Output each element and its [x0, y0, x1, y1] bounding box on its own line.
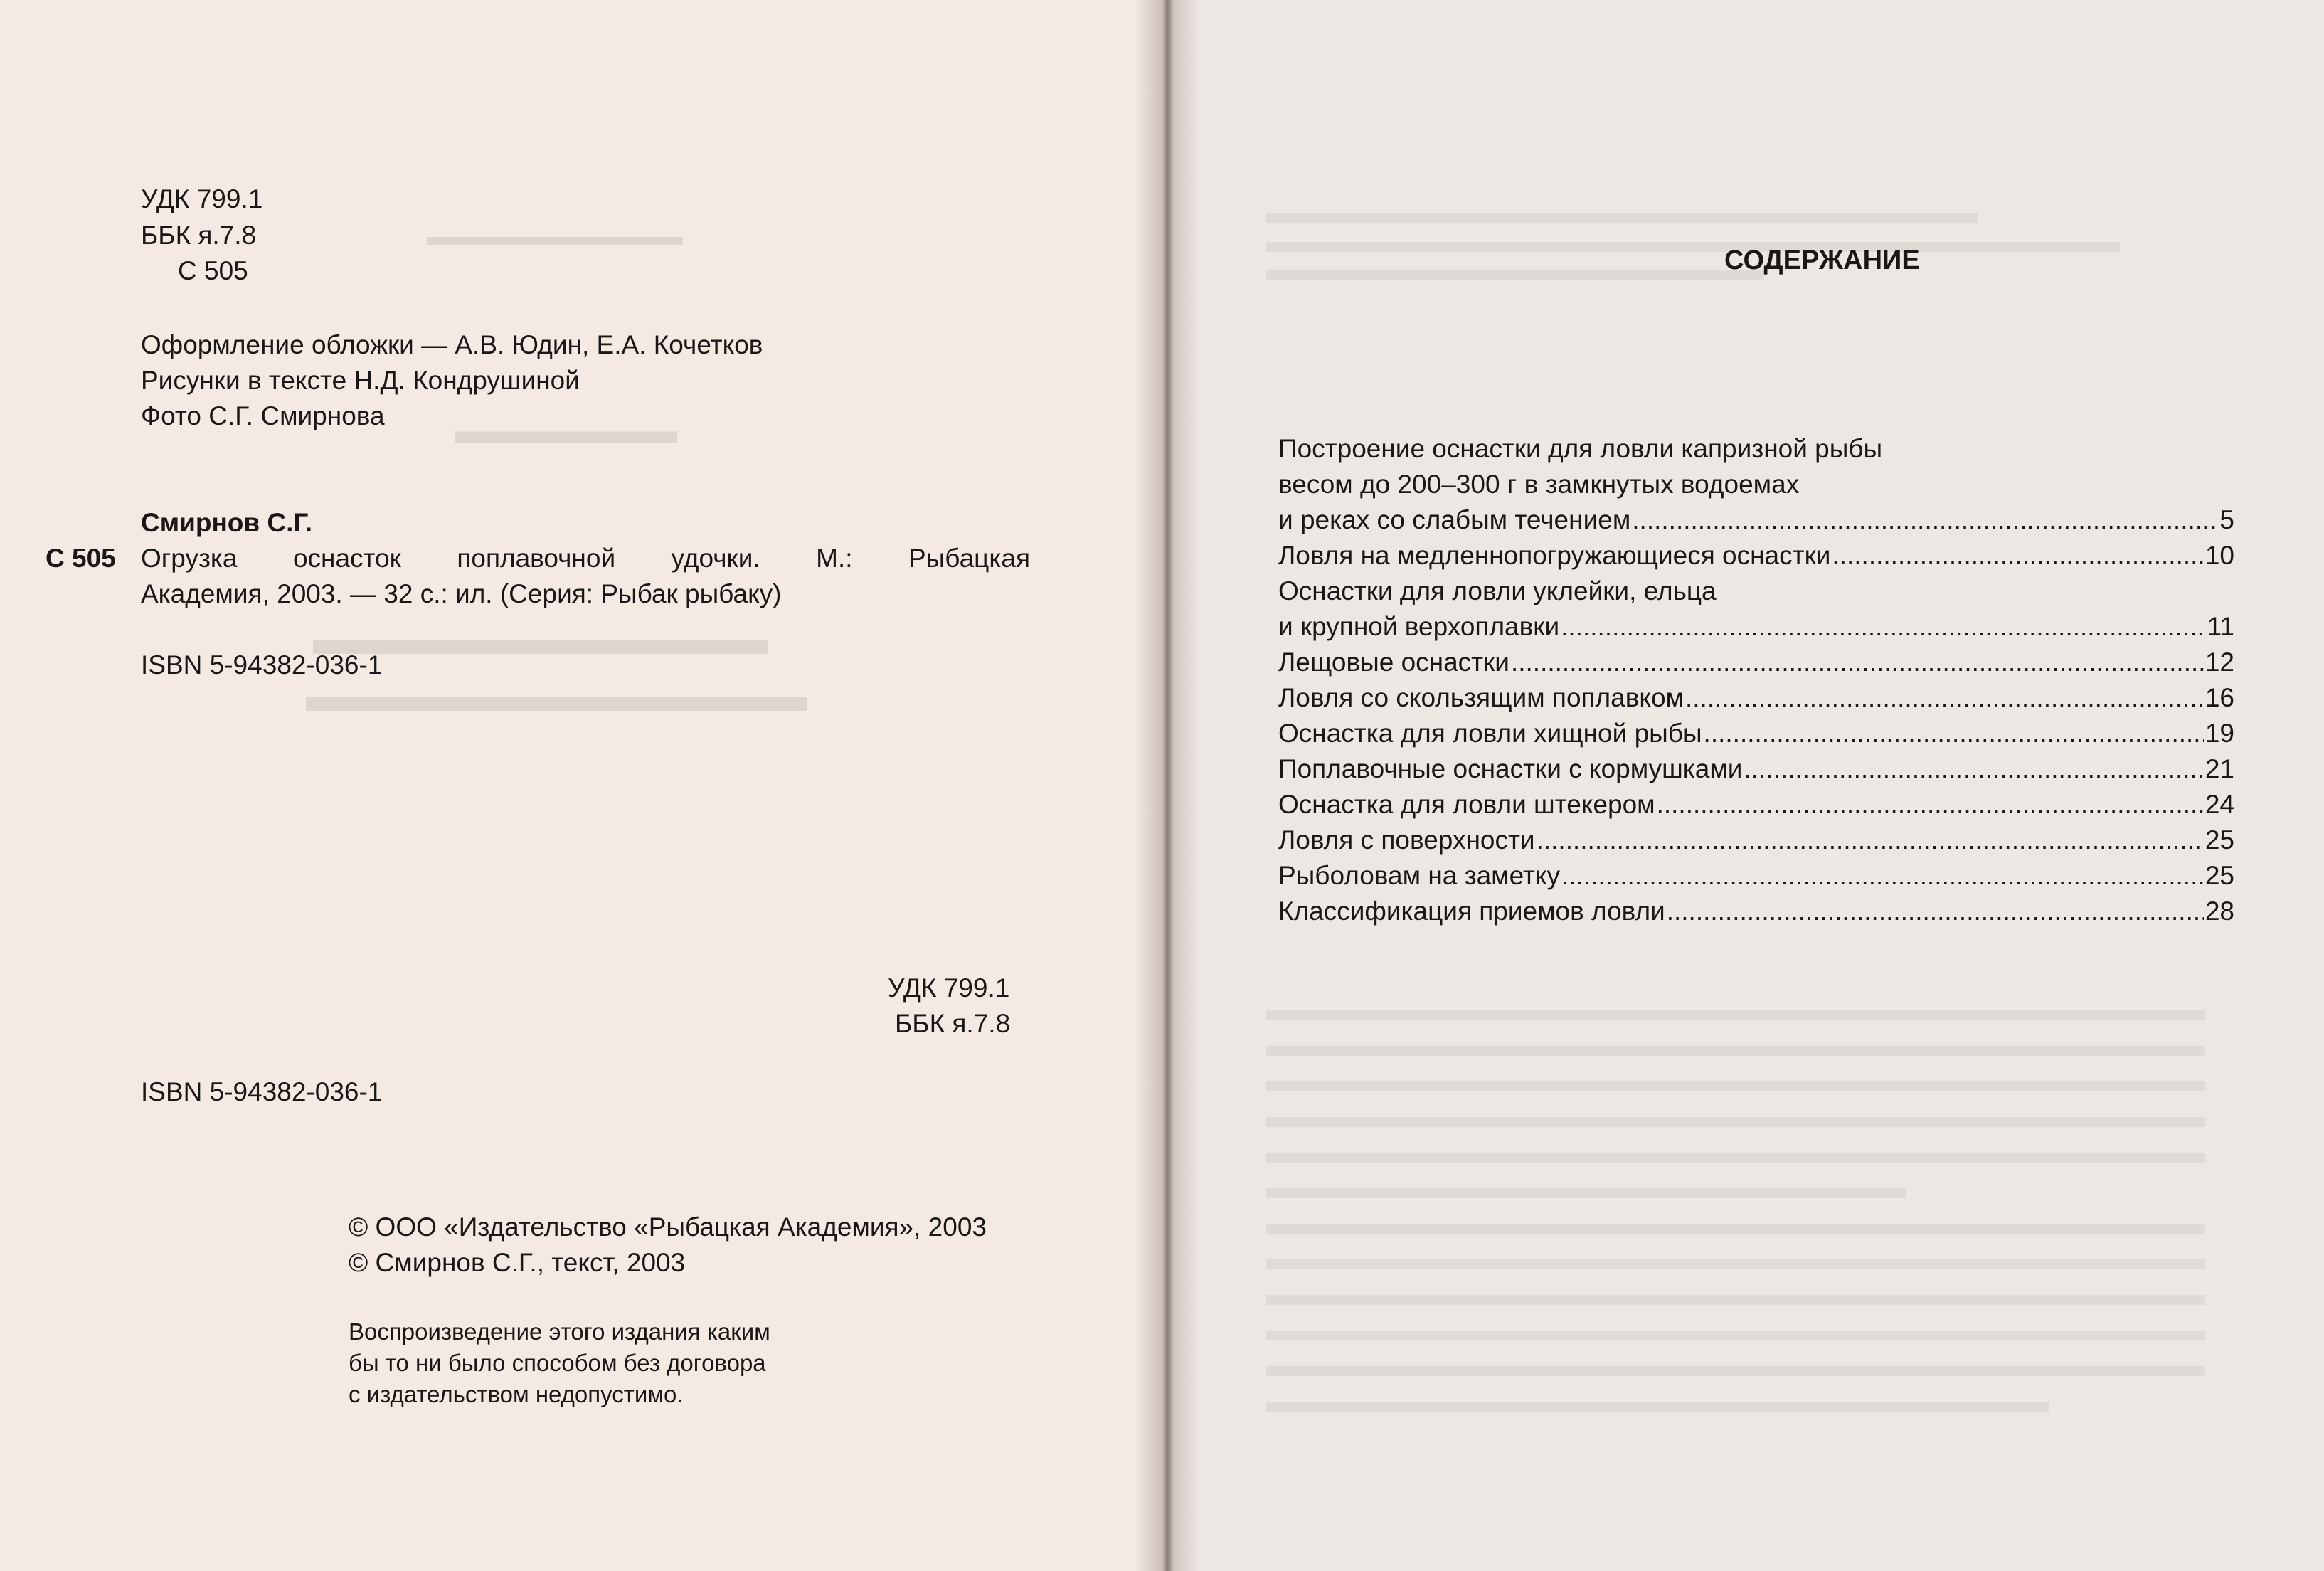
toc-entry-title: Ловля на медленнопогружающиеся оснастки — [1278, 541, 1831, 570]
show-through-decoration — [1266, 1402, 2049, 1412]
notice-line: бы то ни было способом без договора — [349, 1350, 766, 1376]
bib-margin-code: С 505 — [46, 544, 116, 573]
toc-entry[interactable] — [1278, 716, 2234, 751]
toc-entry-line: Оснастки для ловли уклейки, ельца — [1278, 576, 1717, 605]
show-through-decoration — [1266, 242, 2120, 252]
toc-leader-dots — [1832, 538, 2203, 573]
author-mark: С 505 — [178, 256, 248, 285]
toc-leader-dots — [1685, 680, 2204, 716]
toc-entry[interactable] — [1278, 645, 2234, 680]
toc-page-number: 12 — [2204, 647, 2234, 677]
toc-entry-title: Ловля с поверхности — [1278, 825, 1535, 855]
toc-page-number: 25 — [2204, 861, 2234, 890]
toc-page-number: 11 — [2207, 612, 2234, 641]
udk-code-bottom: УДК 799.1 — [888, 973, 1010, 1003]
toc-page-number: 24 — [2204, 790, 2234, 819]
show-through-decoration: ▬▬▬▬▬▬ — [455, 410, 677, 451]
show-through-decoration: ▬▬▬▬▬▬▬▬▬ — [427, 221, 683, 252]
toc-entry[interactable] — [1278, 680, 2234, 716]
isbn-bottom: ISBN 5-94382-036-1 — [141, 1077, 383, 1106]
toc-entry-title: Классификация приемов ловли — [1278, 896, 1665, 926]
show-through-decoration — [1266, 1010, 2205, 1020]
toc-page-number: 10 — [2204, 541, 2234, 570]
toc-page-number: 5 — [2219, 505, 2234, 534]
toc-entry-title: Рыболовам на заметку — [1278, 861, 1561, 890]
toc-title: СОДЕРЖАНИЕ — [1724, 245, 1920, 275]
table-of-contents — [1278, 431, 2234, 929]
show-through-decoration — [1266, 1366, 2205, 1376]
toc-entry-line: весом до 200–300 г в замкнутых водоемах — [1278, 470, 1800, 499]
show-through-decoration — [1266, 1117, 2205, 1127]
show-through-decoration — [1266, 270, 1764, 280]
toc-leader-dots — [1744, 751, 2203, 787]
toc-leader-dots — [1561, 609, 2205, 645]
show-through-decoration — [1266, 1188, 1906, 1198]
toc-leader-dots — [1632, 502, 2218, 538]
toc-entry-title: и крупной верхоплавки — [1278, 612, 1560, 641]
bib-title-line: Огрузка оснасток поплавочной удочки. М.: Рыбацкая — [141, 544, 1030, 573]
toc-entry[interactable] — [1278, 822, 2234, 858]
toc-entry-title: Ловля со скользящим поплавком — [1278, 683, 1684, 712]
show-through-decoration — [1266, 1224, 2205, 1234]
toc-entry-title: Оснастка для ловли хищной рыбы — [1278, 719, 1702, 748]
show-through-decoration — [1266, 1259, 2205, 1269]
toc-leader-dots — [1561, 858, 2204, 894]
toc-leader-dots — [1537, 822, 2204, 858]
notice-line: Воспроизведение этого издания каким — [349, 1318, 770, 1345]
show-through-decoration — [1266, 1295, 2205, 1305]
toc-entry[interactable] — [1278, 573, 2234, 645]
toc-entry-title: Поплавочные оснастки с кормушками — [1278, 754, 1743, 783]
credit-cover: Оформление обложки — А.В. Юдин, Е.А. Кочетков — [141, 330, 763, 359]
toc-entry[interactable] — [1278, 858, 2234, 894]
show-through-decoration — [1266, 1331, 2205, 1340]
toc-entry[interactable] — [1278, 751, 2234, 787]
copyright-author: © Смирнов С.Г., текст, 2003 — [349, 1248, 686, 1277]
show-through-decoration: ▬▬▬▬▬▬▬▬▬▬ — [313, 613, 768, 664]
show-through-decoration — [1266, 1046, 2205, 1056]
toc-entry[interactable] — [1278, 431, 2234, 538]
toc-entry[interactable] — [1278, 894, 2234, 929]
show-through-decoration: ▬▬▬▬▬▬▬▬▬▬▬ — [306, 670, 807, 721]
toc-entry-title: Лещовые оснастки — [1278, 647, 1509, 677]
bbk-code: ББК я.7.8 — [141, 221, 257, 250]
bib-isbn: ISBN 5-94382-036-1 — [141, 650, 383, 679]
show-through-decoration — [1266, 213, 1978, 223]
bbk-code-bottom: ББК я.7.8 — [895, 1009, 1011, 1038]
bib-publisher-line: Академия, 2003. — 32 с.: ил. (Серия: Рыбак рыбаку) — [141, 579, 782, 608]
toc-entry[interactable] — [1278, 538, 2234, 573]
book-gutter — [1135, 0, 1199, 1571]
toc-entry-title: Оснастка для ловли штекером — [1278, 790, 1655, 819]
toc-page-number: 19 — [2204, 719, 2234, 748]
udk-code: УДК 799.1 — [141, 184, 263, 213]
toc-leader-dots — [1657, 787, 2204, 822]
bib-author: Смирнов С.Г. — [141, 508, 313, 537]
toc-entry-line: Построение оснастки для ловли капризной рыбы — [1278, 434, 1883, 463]
toc-entry[interactable] — [1278, 787, 2234, 822]
credit-illustrations: Рисунки в тексте Н.Д. Кондрушиной — [141, 366, 580, 395]
toc-page-number: 21 — [2204, 754, 2234, 783]
show-through-decoration — [1266, 1153, 2205, 1163]
toc-leader-dots — [1667, 894, 2204, 929]
toc-page-number: 25 — [2204, 825, 2234, 855]
toc-page-number: 28 — [2204, 896, 2234, 926]
copyright-publisher: © ООО «Издательство «Рыбацкая Академия», 2003 — [349, 1212, 987, 1242]
credit-photo: Фото С.Г. Смирнова — [141, 401, 385, 430]
show-through-decoration — [1266, 1081, 2205, 1091]
notice-line: с издательством недопустимо. — [349, 1381, 684, 1407]
toc-leader-dots — [1511, 645, 2204, 680]
toc-page-number: 16 — [2204, 683, 2234, 712]
toc-leader-dots — [1704, 716, 2204, 751]
toc-entry-title: и реках со слабым течением — [1278, 505, 1631, 534]
